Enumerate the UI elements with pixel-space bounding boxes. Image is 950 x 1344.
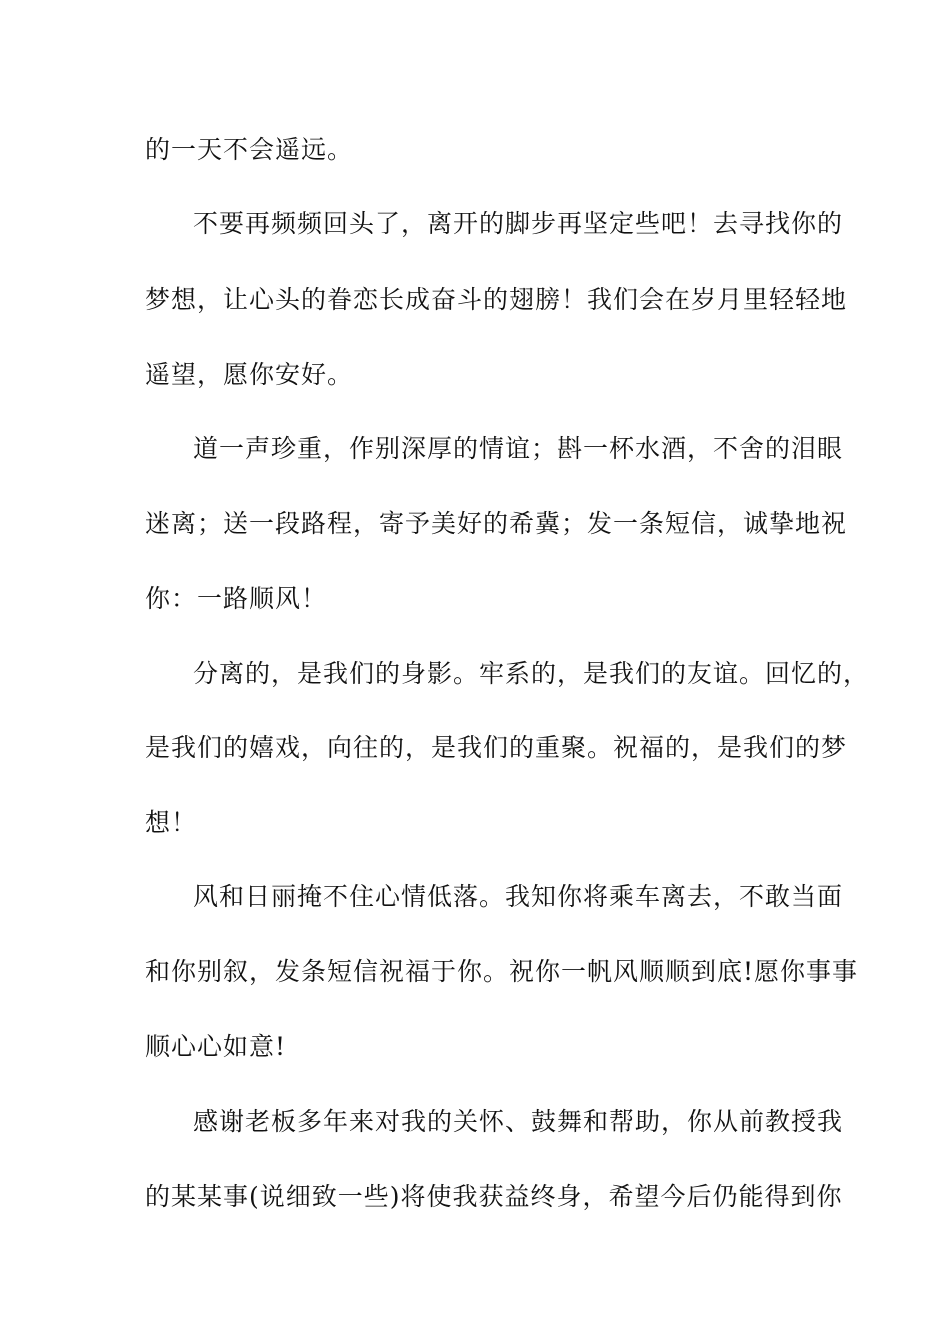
text-line-6: 迷离；送一段路程，寄予美好的希冀；发一条短信，诚挚地祝	[145, 509, 848, 538]
text-line-11: 风和日丽掩不住心情低落。我知你将乘车离去，不敢当面	[193, 882, 844, 911]
text-line-5: 道一声珍重，作别深厚的情谊；斟一杯水酒，不舍的泪眼	[193, 434, 844, 463]
text-line-15: 的某某事(说细致一些)将使我获益终身，希望今后仍能得到你	[145, 1182, 843, 1211]
text-line-1: 的一天不会遥远。	[145, 135, 354, 164]
text-line-10: 想！	[145, 808, 198, 837]
text-line-3: 梦想，让心头的眷恋长成奋斗的翅膀！我们会在岁月里轻轻地	[145, 285, 848, 314]
text-line-9: 是我们的嬉戏，向往的，是我们的重聚。祝福的，是我们的梦	[145, 733, 848, 762]
text-line-12: 和你别叙，发条短信祝福于你。祝你一帆风顺顺到底!愿你事事	[145, 957, 859, 986]
text-line-7: 你：一路顺风！	[145, 584, 328, 613]
text-line-4: 遥望，愿你安好。	[145, 360, 354, 389]
text-line-14: 感谢老板多年来对我的关怀、鼓舞和帮助，你从前教授我	[193, 1107, 844, 1136]
text-line-2: 不要再频频回头了，离开的脚步再坚定些吧！去寻找你的	[193, 209, 844, 238]
text-line-13: 顺心心如意!	[145, 1032, 287, 1061]
text-line-8: 分离的，是我们的身影。牢系的，是我们的友谊。回忆的，	[193, 659, 870, 688]
